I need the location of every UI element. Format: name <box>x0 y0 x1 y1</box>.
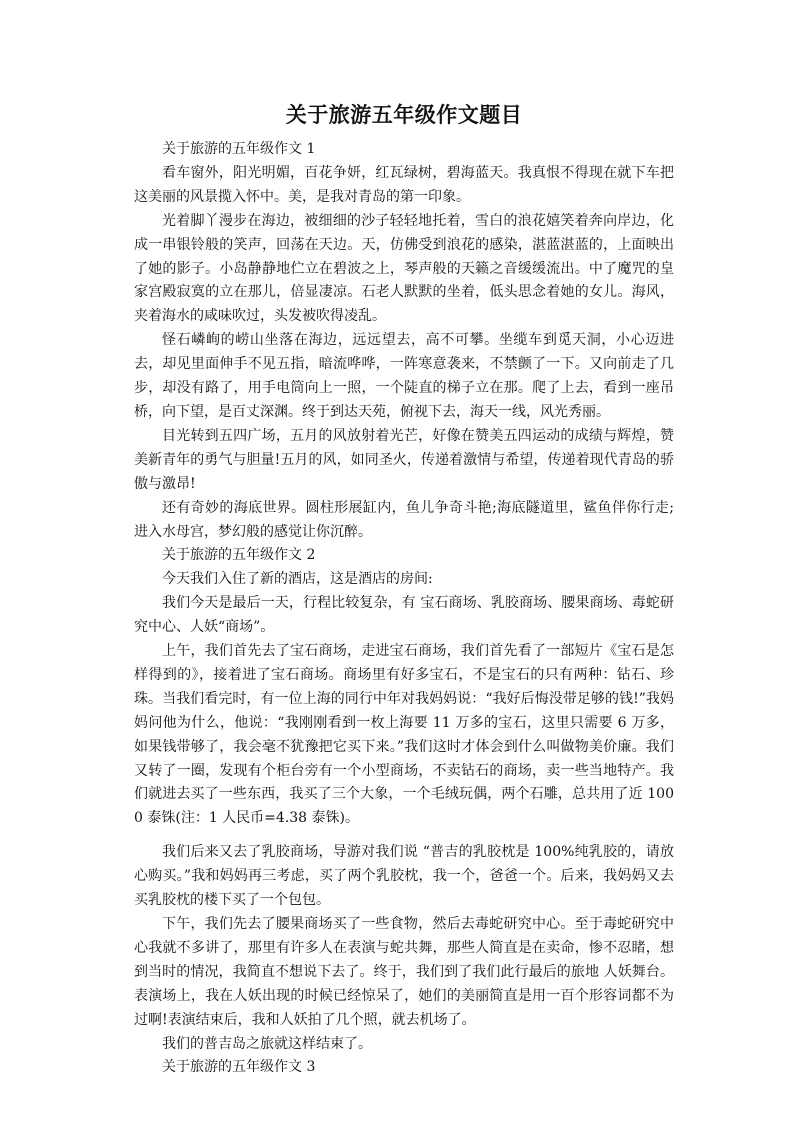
paragraph: 光着脚丫漫步在海边，被细细的沙子轻轻地托着，雪白的浪花嬉笑着奔向岸边，化成一串银铃般的笑声，回荡在天边。天，仿佛受到浪花的感染，湛蓝湛蓝的，上面映出了她的影子。小岛静静地伫立在碧波之上，琴声般的天籁之音缓缓流出。中了魔咒的皇家宫殿寂寞的立在那儿，倍显凄凉。石老人默默的坐着，低头思念着她的女儿。海风，夹着海水的咸味吹过，头发被吹得凌乱。 <box>134 212 674 325</box>
section-heading-3: 关于旅游的五年级作文 3 <box>162 1059 316 1076</box>
paragraph: 看车窗外，阳光明媚，百花争妍，红瓦绿树，碧海蓝天。我真恨不得现在就下车把这美丽的风景揽入怀中。美，是我对青岛的第一印象。 <box>134 164 674 205</box>
paragraph-gap <box>134 831 674 841</box>
paragraph: 下午，我们先去了腰果商场买了一些食物，然后去毒蛇研究中心。至于毒蛇研究中心我就不多讲了，那里有许多人在表演与蛇共舞，那些人简直是在卖命，惨不忍睹，想到当时的情况，我简直不想说下去了。终于，我们到了我们此行最后的旅地 人妖舞台。表演场上，我在人妖出现的时候已经惊呆了，她们的美丽简直是用一百个形容词都不为过啊!表演结束后，我和人妖拍了几个照，就去机场了。 <box>134 916 674 1028</box>
document-title: 关于旅游五年级作文题目 <box>285 103 523 127</box>
section-heading-1: 关于旅游的五年级作文 1 <box>162 141 316 157</box>
document-page <box>134 100 674 1080</box>
paragraph: 我们今天是最后一天，行程比较复杂，有 宝石商场、乳胶商场、腰果商场、毒蛇研究中心、人妖“商场”。 <box>134 595 674 636</box>
section-heading-2: 关于旅游的五年级作文 2 <box>162 547 316 564</box>
paragraph: 上午，我们首先去了宝石商场，走进宝石商场，我们首先看了一部短片《宝石是怎样得到的》，接着进了宝石商场。商场里有好多宝石，不是宝石的只有两种：钻石、珍珠。当我们看完时，有一位上海的同行中年对我妈妈说：“我好后悔没带足够的钱!”我妈妈问他为什么，他说：“我刚刚看到一枚上海要 11 万多的宝石，这里只需要 6 万多，如果钱带够了，我会毫不犹豫把它买下来。”我们这时才体会到什么叫做物美价廉。我们又转了一圈，发现有个柜台旁有一个小型商场，不卖钻石的商场，卖一些当地特产。我们就进去买了一些东西，我买了三个大象，一个毛绒玩偶，两个石雕，总共用了近 1000 泰铢(注：1 人民币=4.38 泰铢)。 <box>134 643 674 827</box>
paragraph: 我们的普吉岛之旅就这样结束了。 <box>162 1035 372 1052</box>
paragraph: 我们后来又去了乳胶商场，导游对我们说 “普吉的乳胶枕是 100%纯乳胶的，请放心购买。”我和妈妈再三考虑，买了两个乳胶枕，我一个，爸爸一个。后来，我妈妈又去买乳胶枕的楼下买了一个包包。 <box>134 844 674 909</box>
paragraph: 还有奇妙的海底世界。圆柱形展缸内，鱼儿争奇斗艳;海底隧道里，鲨鱼伴你行走;进入水母宫，梦幻般的感觉让你沉醉。 <box>134 499 674 540</box>
paragraph: 今天我们入住了新的酒店，这是酒店的房间: <box>162 571 433 588</box>
paragraph: 目光转到五四广场，五月的风放射着光芒，好像在赞美五四运动的成绩与辉煌，赞美新青年的勇气与胆量!五月的风，如同圣火，传递着激情与希望，传递着现代青岛的骄傲与激昂! <box>134 427 674 492</box>
paragraph: 怪石嶙峋的崂山坐落在海边，远远望去，高不可攀。坐缆车到觅天洞，小心迈进去，却见里面伸手不见五指，暗流哗哗，一阵寒意袭来，不禁颤了一下。又向前走了几步，却没有路了，用手电筒向上一照，一个陡直的梯子立在那。爬了上去，看到一座吊桥，向下望，是百丈深渊。终于到达天苑，俯视下去，海天一线，风光秀丽。 <box>134 332 674 420</box>
